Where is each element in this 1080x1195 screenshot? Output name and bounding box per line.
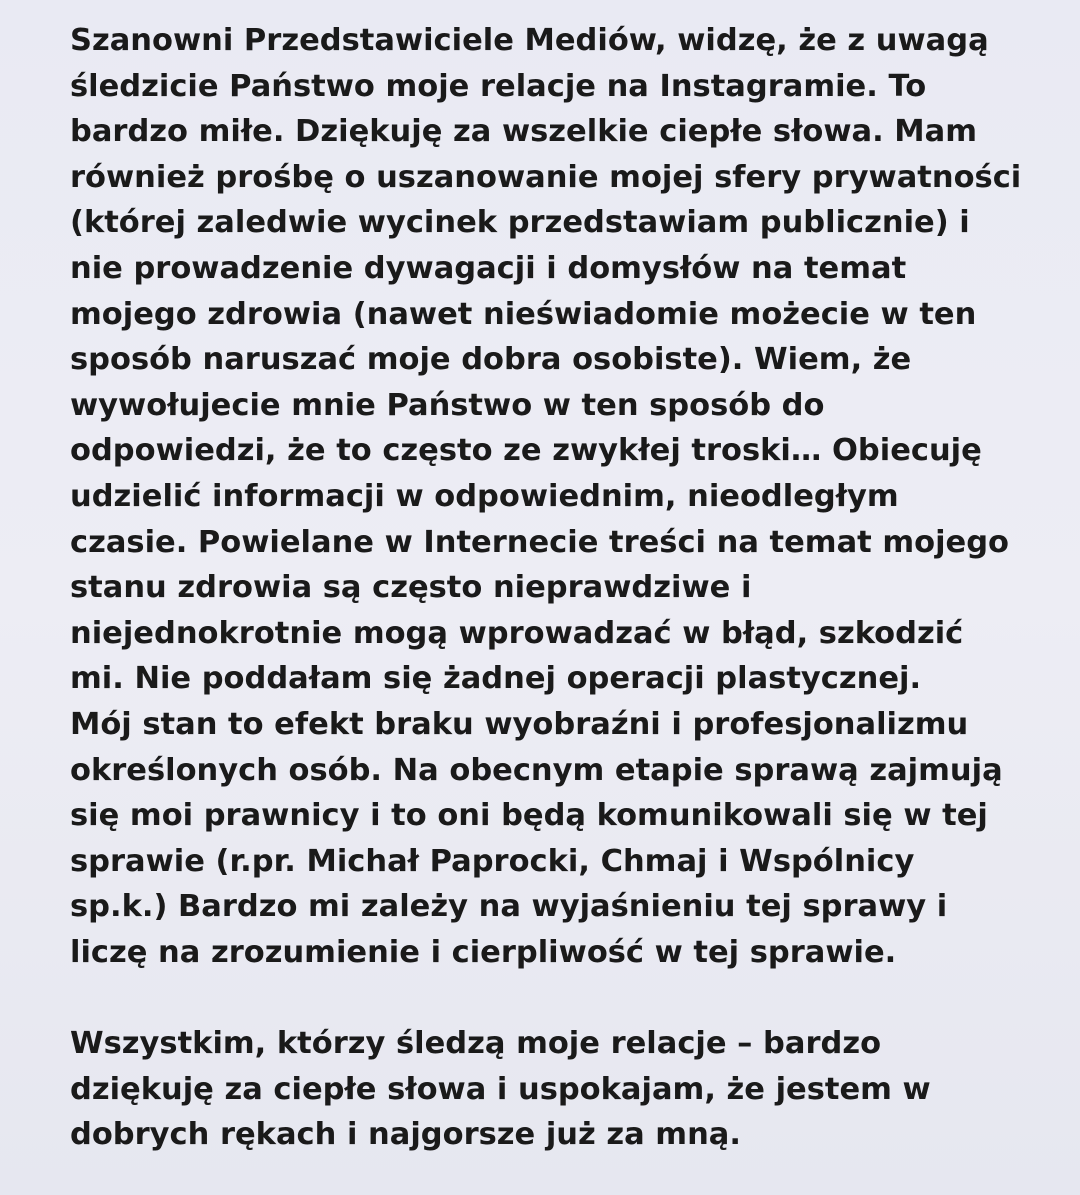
- text-line: Szanowni Przedstawiciele Mediów, widzę, że z uwagą: [70, 23, 989, 58]
- text-line: się moi prawnicy i to oni będą komunikowali się w tej: [70, 798, 988, 834]
- text-line: nie prowadzenie dywagacji i domysłów na temat: [70, 250, 907, 286]
- text-line: bardzo miłe. Dziękuję za wszelkie ciepłe słowa. Mam: [70, 114, 978, 150]
- statement-paragraph-1: [70, 18, 1060, 975]
- text-line: określonych osób. Na obecnym etapie sprawą zajmują: [70, 752, 1003, 788]
- paragraph-gap: [70, 975, 1060, 1021]
- text-line: dobrych rękach i najgorsze już za mną.: [70, 1117, 741, 1153]
- text-line: śledzicie Państwo moje relacje na Instagramie. To: [70, 68, 927, 104]
- text-line: wywołujecie mnie Państwo w ten sposób do: [70, 387, 825, 423]
- text-line: sposób naruszać moje dobra osobiste). Wiem, że: [70, 342, 912, 378]
- statement-paragraph-2: [70, 1021, 1060, 1158]
- text-line: Mój stan to efekt braku wyobraźni i profesjonalizmu: [70, 706, 969, 742]
- text-line: (której zaledwie wycinek przedstawiam publicznie) i: [70, 205, 970, 241]
- text-line: dziękuję za ciepłe słowa i uspokajam, że jestem w: [70, 1071, 931, 1107]
- text-line: udzielić informacji w odpowiednim, nieodległym: [70, 478, 899, 514]
- text-line: mi. Nie poddałam się żadnej operacji plastycznej.: [70, 661, 922, 697]
- text-line: niejednokrotnie mogą wprowadzać w błąd, szkodzić: [70, 615, 964, 651]
- text-line: czasie. Powielane w Internecie treści na temat mojego: [70, 524, 1010, 560]
- text-line: odpowiedzi, że to często ze zwykłej troski… Obiecuję: [70, 433, 982, 469]
- text-line: mojego zdrowia (nawet nieświadomie możecie w ten: [70, 296, 977, 332]
- text-line: sp.k.) Bardzo mi zależy na wyjaśnieniu tej sprawy i: [70, 889, 948, 925]
- text-line: również prośbę o uszanowanie mojej sfery prywatności: [70, 159, 1022, 195]
- text-line: stanu zdrowia są często nieprawdziwe i: [70, 570, 752, 606]
- statement-text: [70, 18, 1060, 1158]
- text-line: sprawie (r.pr. Michał Paprocki, Chmaj i Wspólnicy: [70, 843, 915, 879]
- text-line: Wszystkim, którzy śledzą moje relacje – bardzo: [70, 1026, 882, 1062]
- text-line: liczę na zrozumienie i cierpliwość w tej sprawie.: [70, 934, 897, 970]
